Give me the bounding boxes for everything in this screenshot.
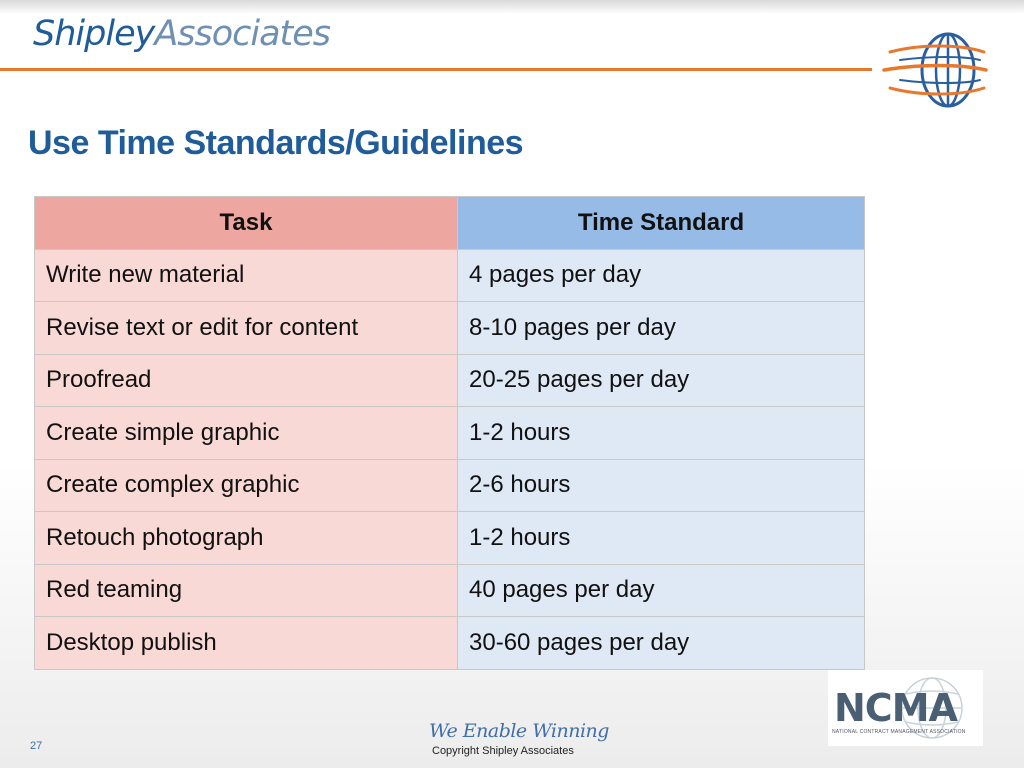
ncma-logo xyxy=(828,670,983,746)
ncma-subtitle: NATIONAL CONTRACT MANAGEMENT ASSOCIATION xyxy=(832,729,966,735)
globe-logo-icon xyxy=(880,30,988,110)
task-cell: Desktop publish xyxy=(35,617,458,670)
logo-brand: Shipley xyxy=(33,14,155,54)
time-standard-cell: 8-10 pages per day xyxy=(458,302,865,355)
slide-title: Use Time Standards/Guidelines xyxy=(28,124,524,162)
task-cell: Write new material xyxy=(35,249,458,302)
logo-suffix: Associates xyxy=(154,14,331,54)
task-cell: Proofread xyxy=(35,354,458,407)
table-header-row xyxy=(35,197,865,250)
task-cell: Revise text or edit for content xyxy=(35,302,458,355)
time-standard-cell: 2-6 hours xyxy=(458,459,865,512)
table-row xyxy=(35,459,865,512)
ncma-wordmark: NCMA xyxy=(834,686,957,730)
time-standard-cell: 20-25 pages per day xyxy=(458,354,865,407)
table-row xyxy=(35,302,865,355)
table-row xyxy=(35,512,865,565)
table-row xyxy=(35,354,865,407)
column-header-task: Task xyxy=(35,197,458,250)
table-row xyxy=(35,564,865,617)
table-row xyxy=(35,407,865,460)
task-cell: Retouch photograph xyxy=(35,512,458,565)
header-rule xyxy=(0,68,872,71)
column-header-time-standard: Time Standard xyxy=(458,197,865,250)
top-shadow xyxy=(0,0,1024,14)
copyright: Copyright Shipley Associates xyxy=(432,745,574,757)
time-standard-cell: 1-2 hours xyxy=(458,407,865,460)
time-standard-cell: 40 pages per day xyxy=(458,564,865,617)
table-row xyxy=(35,249,865,302)
time-standard-cell: 4 pages per day xyxy=(458,249,865,302)
time-standard-cell: 1-2 hours xyxy=(458,512,865,565)
tagline: We Enable Winning xyxy=(429,720,609,742)
time-standards-table xyxy=(34,196,865,670)
table-row xyxy=(35,617,865,670)
page-number: 27 xyxy=(30,740,43,752)
task-cell: Red teaming xyxy=(35,564,458,617)
task-cell: Create simple graphic xyxy=(35,407,458,460)
shipley-logo xyxy=(33,14,330,54)
task-cell: Create complex graphic xyxy=(35,459,458,512)
time-standard-cell: 30-60 pages per day xyxy=(458,617,865,670)
